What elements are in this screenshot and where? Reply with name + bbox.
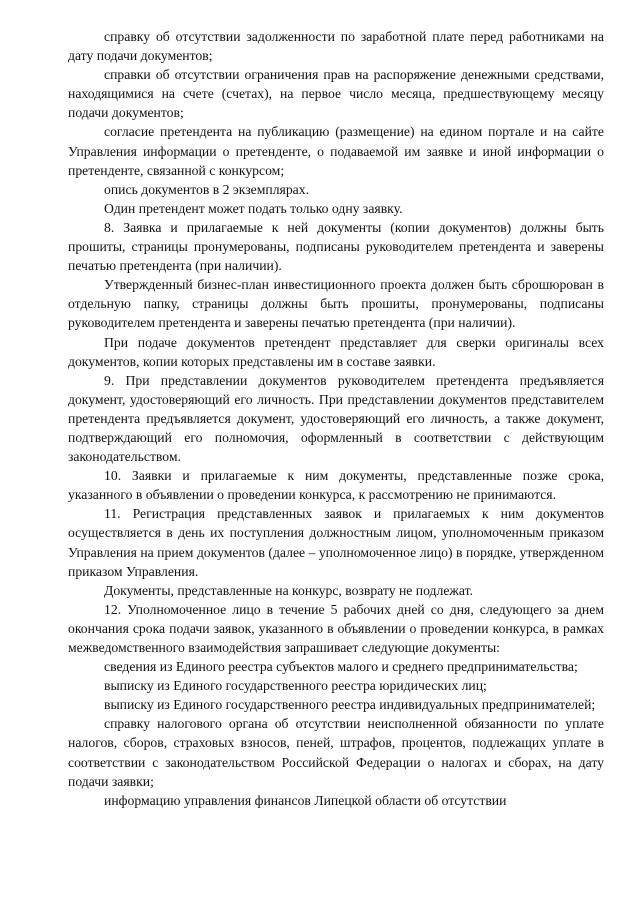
- paragraph-legal-entities-registry: выписку из Единого государственного реестра юридических лиц;: [104, 678, 487, 694]
- paragraph-entrepreneurs-registry: выписку из Единого государственного реестра индивидуальных предпринимателей;: [104, 697, 596, 713]
- paragraph-account-restrictions: справки об отсутствии ограничения прав на распоряжение денежными средствами, находящимися на счете (счетах), на первое число месяца, предшествующему месяцу подачи документов;: [68, 67, 604, 121]
- paragraph-item-12: 12. Уполномоченное лицо в течение 5 рабочих дней со дня, следующего за днем окончания срока подачи заявок, указанного в объявлении о проведении конкурса, в рамках межведомственного взаимодействия запрашивает следующие документы:: [68, 601, 604, 655]
- paragraph-item-8: 8. Заявка и прилагаемые к ней документы (копии документов) должны быть прошиты, страницы пронумерованы, подписаны руководителем претендента и заверены печатью претендента (при наличии).: [68, 219, 604, 274]
- paragraph-item-11: 11. Регистрация представленных заявок и прилагаемых к ним документов осуществляется в день их поступления должностным лицом, уполномоченным приказом Управления на прием документов (далее – уполномоченное лицо) в порядке, утвержденном приказом Управления.: [68, 506, 604, 579]
- paragraph-tax-certificate: справку налогового органа об отсутствии неисполненной обязанности по уплате налогов, сборов, страховых взносов, пеней, штрафов, процентов, подлежащих уплате в соответствии с законодательством Российской Федерации о налогах и сборах, на дату подачи заявки;: [68, 716, 604, 789]
- paragraph-one-application: Один претендент может подать только одну заявку.: [104, 200, 403, 216]
- paragraph-no-return: Документы, представленные на конкурс, возврату не подлежат.: [104, 582, 473, 598]
- paragraph-publication-consent: согласие претендента на публикацию (размещение) на едином портале и на сайте Управления информации о претенденте, о подаваемой им заявке и иной информации о претенденте, связанной с конкурсом;: [68, 124, 604, 178]
- paragraph-sme-registry: сведения из Единого реестра субъектов малого и среднего предпринимательства;: [104, 659, 578, 675]
- paragraph-business-plan: Утвержденный бизнес-план инвестиционного проекта должен быть сброшюрован в отдельную папку, страницы должны быть прошиты, пронумерованы, подписаны руководителем претендента и заверены печатью претендента (при наличии).: [68, 277, 604, 331]
- paragraph-item-10: 10. Заявки и прилагаемые к ним документы, представленные позже срока, указанного в объявлении о проведении конкурса, к рассмотрению не принимаются.: [68, 468, 604, 503]
- paragraph-document-inventory: опись документов в 2 экземплярах.: [104, 181, 310, 197]
- paragraph-debt-certificate: справку об отсутствии задолженности по заработной плате перед работниками на дату подачи документов;: [68, 29, 604, 64]
- paragraph-originals: При подаче документов претендент представляет для сверки оригиналы всех документов, копии которых представлены им в составе заявки.: [68, 334, 604, 369]
- paragraph-item-9: 9. При представлении документов руководителем претендента предъявляется документ, удостоверяющий его личность. При представлении документов представителем претендента предъявляется документ, удостоверяющий его личность, а также документ, подтверждающий его полномочия, оформленный в соответствии с действующим законодательством.: [68, 372, 604, 465]
- paragraph-finance-department-info: информацию управления финансов Липецкой области об отсутствии: [104, 792, 507, 808]
